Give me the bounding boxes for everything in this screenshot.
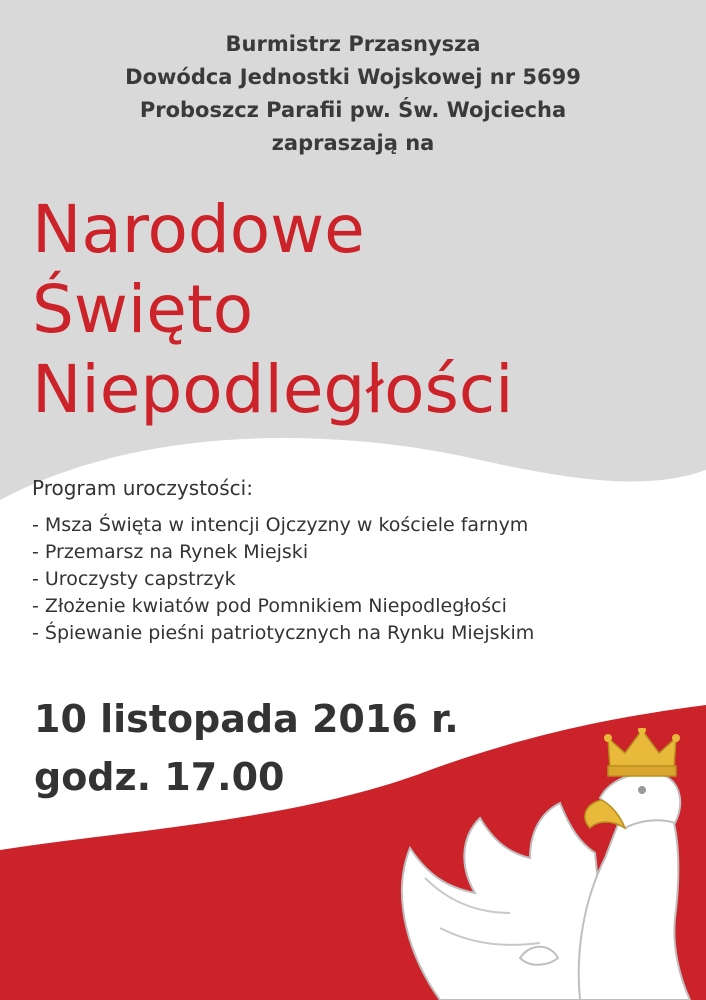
crown-icon — [604, 728, 680, 776]
list-item: - Złożenie kwiatów pod Pomnikiem Niepodległości — [32, 595, 507, 617]
list-item: - Msza Święta w intencji Ojczyzny w kościele farnym — [32, 514, 529, 536]
event-title — [32, 190, 513, 430]
list-item: - Uroczysty capstrzyk — [32, 568, 236, 590]
host-parish-priest: Proboszcz Parafii pw. Św. Wojciecha — [139, 98, 567, 122]
title-line-1: Narodowe — [32, 191, 365, 268]
white-eagle-emblem-icon — [380, 728, 706, 1000]
title-line-3: Niepodległości — [32, 351, 514, 428]
host-military-commander: Dowódca Jednostki Wojskowej nr 5699 — [125, 65, 581, 89]
title-line-2: Święto — [32, 271, 254, 348]
program-section — [32, 476, 534, 647]
program-heading: Program uroczystości: — [32, 476, 253, 500]
event-time: godz. 17.00 — [34, 755, 285, 799]
hosts-block — [0, 28, 706, 160]
list-item: - Przemarsz na Rynek Miejski — [32, 541, 309, 563]
program-list — [32, 512, 534, 647]
event-date: 10 listopada 2016 r. — [34, 697, 459, 741]
invitation-text: zapraszają na — [271, 131, 435, 155]
list-item: - Śpiewanie pieśni patriotycznych na Rynku Miejskim — [32, 622, 535, 644]
host-mayor: Burmistrz Przasnysza — [225, 32, 481, 56]
